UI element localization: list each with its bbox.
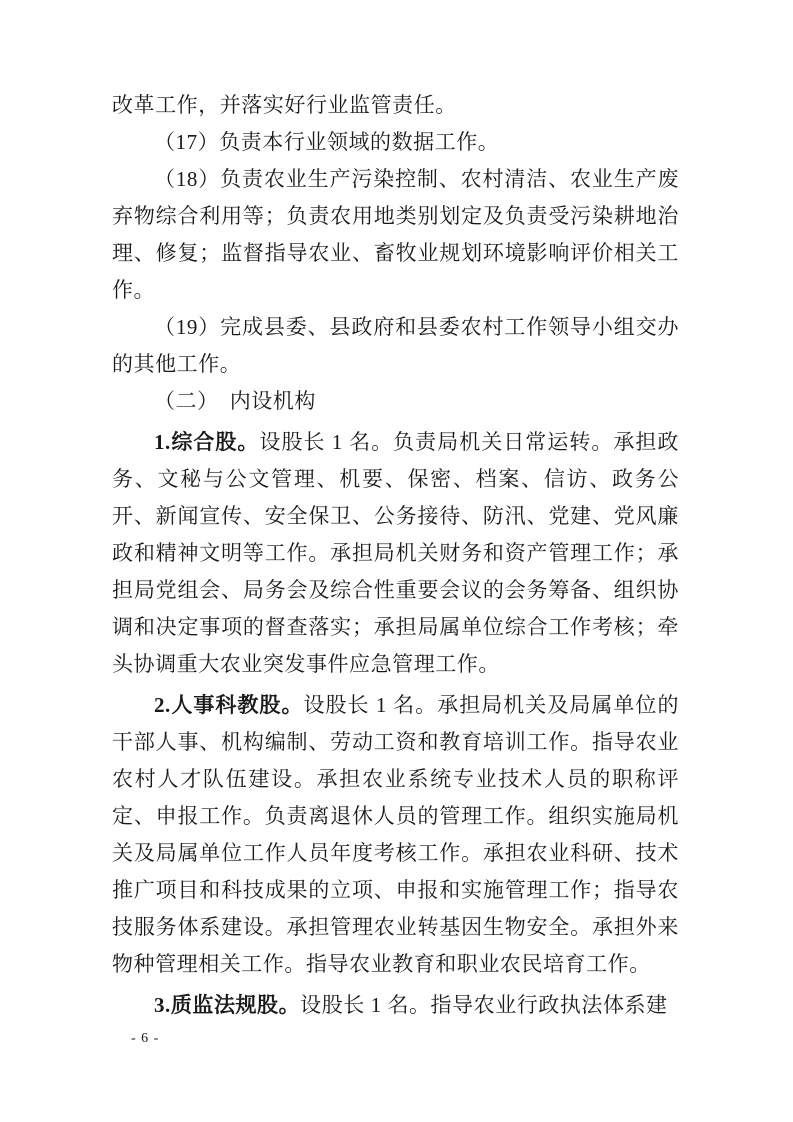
paragraph-lead: 2.人事科教股。 [154, 693, 304, 717]
paragraph-text: 设股长 1 名。指导农业行政执法体系建 [300, 993, 668, 1017]
document-body [112, 87, 679, 1024]
paragraph-text: 设股长 1 名。负责局机关日常运转。承担政务、文秘与公文管理、机要、保密、档案、信访、政务公开、新闻宣传、安全保卫、公务接待、防汛、党建、党风廉政和精神文明等工作。承担局机关财务和资产管理工作；承担局党组会、局务会及综合性重要会议的会务筹备、组织协调和决定事项的督查落实；承担局属单位综合工作考核；牵头协调重大农业突发事件应急管理工作。 [112, 430, 679, 676]
paragraph-text: （二） 内设机构 [154, 389, 316, 413]
paragraph [112, 383, 679, 420]
paragraph-text: 设股长 1 名。承担局机关及局属单位的干部人事、机构编制、劳动工资和教育培训工作。指导农业农村人才队伍建设。承担农业系统专业技术人员的职称评定、申报工作。负责离退休人员的管理工作。组织实施局机关及局属单位工作人员年度考核工作。承担农业科研、技术推广项目和科技成果的立项、申报和实施管理工作；指导农技服务体系建设。承担管理农业转基因生物安全。承担外来物种管理相关工作。指导农业教育和职业农民培育工作。 [112, 693, 680, 976]
page-number: - 6 - [131, 1031, 160, 1046]
paragraph-text: （17）负责本行业领域的数据工作。 [154, 130, 500, 154]
paragraph-lead: 3.质监法规股。 [154, 993, 301, 1017]
paragraph [112, 309, 679, 383]
paragraph [112, 124, 679, 161]
paragraph [112, 161, 679, 309]
paragraph [112, 987, 679, 1024]
paragraph-text: （18）负责农业生产污染控制、农村清洁、农业生产废弃物综合利用等；负责农用地类别划定及负责受污染耕地治理、修复；监督指导农业、畜牧业规划环境影响评价相关工作。 [112, 167, 679, 302]
paragraph [112, 687, 679, 983]
paragraph [112, 87, 679, 124]
paragraph-text: 改革工作，并落实好行业监管责任。 [112, 93, 457, 117]
paragraph-text: （19）完成县委、县政府和县委农村工作领导小组交办的其他工作。 [112, 315, 679, 376]
paragraph-lead: 1.综合股。 [154, 430, 260, 454]
paragraph [112, 424, 679, 683]
